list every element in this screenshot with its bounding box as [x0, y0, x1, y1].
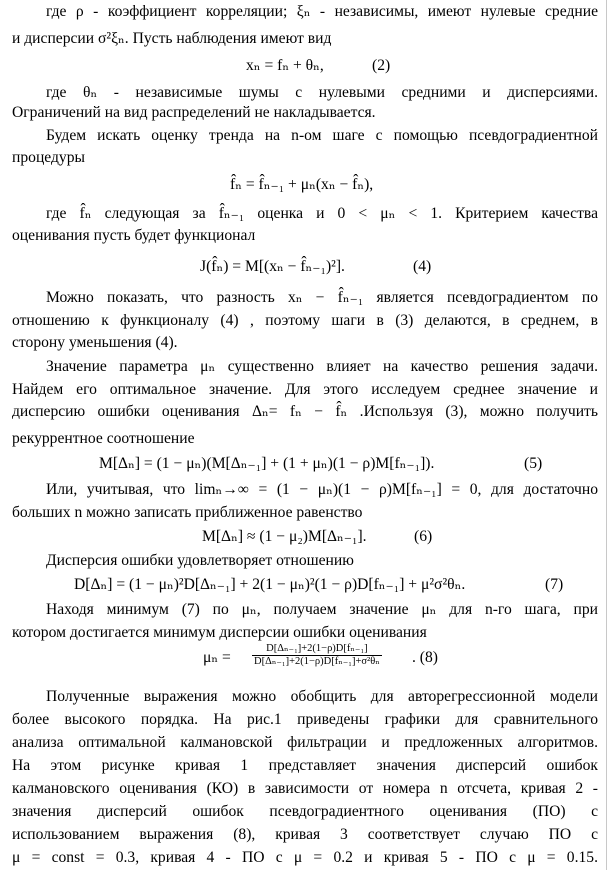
text-line: котором достигается минимум дисперсии ошибки оценивания [12, 624, 427, 641]
fraction-numerator: D[Δₙ₋₁]+2(1−ρ)D[fₙ₋₁] [266, 643, 368, 654]
text-line: где f̂ₙ следующая за f̂ₙ₋₁ оценка и 0 < μₙ < 1. Критерием качества [46, 205, 598, 222]
text-line: Значение параметра μₙ существенно влияет на качество решения задачи. [46, 358, 598, 375]
equation-number: (4) [413, 258, 432, 275]
text-line: рекуррентное соотношение [12, 430, 195, 447]
equation-number: (5) [524, 455, 543, 472]
text-line: использованием выражения (8), кривая 3 соответствует случаю ПО с [12, 826, 598, 843]
text-line: анализа оптимальной калмановской фильтрации и предложенных алгоритмов. [12, 734, 598, 751]
text-line: Полученные выражения можно обобщить для авторегрессионной модели [46, 688, 598, 705]
text-line: калмановского оценивания (КО) в зависимости от номера n отсчета, кривая 2 - [12, 780, 598, 797]
text-line: Находя минимум (7) по μₙ, получаем значение μₙ для n-го шага, при [46, 601, 598, 618]
equation-3: f̂ₙ = f̂ₙ₋₁ + μₙ(xₙ − f̂ₙ), [230, 176, 374, 193]
text-line: оценивания пусть будет функционал [12, 227, 256, 244]
equation-2: xₙ = fₙ + θₙ, [246, 57, 324, 74]
text-line: значения дисперсий ошибок псевдоградиентного оценивания (ПО) с [12, 803, 598, 820]
text-line: процедуры [12, 149, 86, 166]
text-line: Или, учитывая, что limₙ→∞ = (1 − μₙ)(1 − ρ)M[fₙ₋₁] = 0, для достаточно [46, 481, 598, 498]
equation-7: D[Δₙ] = (1 − μₙ)²D[Δₙ₋₁] + 2(1 − μₙ)²(1 − ρ)D[fₙ₋₁] + μ²σ²θₙ. [74, 576, 466, 593]
text-line: отношению к функционалу (4) , поэтому шаги в (3) делаются, в среднем, в [12, 312, 598, 329]
text-line: где θₙ - независимые шумы с нулевыми средними и дисперсиями. [46, 84, 598, 101]
equation-number: (7) [545, 576, 564, 593]
text-line: больших n можно записать приближенное равенство [12, 504, 363, 521]
text-line: На этом рисунке кривая 1 представляет значения дисперсий ошибок [12, 757, 598, 774]
text-line: Будем искать оценку тренда на n-ом шаге с помощью псевдоградиентной [46, 127, 598, 144]
equation-5: M[Δₙ] = (1 − μₙ)(M[Δₙ₋₁] + (1 + μₙ)(1 − ρ)M[fₙ₋₁]). [99, 455, 435, 472]
text-line: более высокого порядка. На рис.1 приведены графики для сравнительного [12, 711, 598, 728]
equation-8-fraction [252, 643, 382, 668]
equation-number: . (8) [412, 649, 438, 666]
text-line: μ = const = 0.3, кривая 4 - ПО с μ = 0.2 и кривая 5 - ПО с μ = 0.15. [12, 849, 598, 866]
text-line: дисперсию ошибки оценивания Δₙ= fₙ − f̂ₙ .Используя (3), можно получить [12, 403, 598, 420]
equation-4: J(f̂ₙ) = M[(xₙ − f̂ₙ₋₁)²]. [200, 258, 345, 275]
text-line: где ρ - коэффициент корреляции; ξₙ - независимы, имеют нулевые средние [46, 3, 598, 20]
equation-6: M[Δₙ] ≈ (1 − μ₂)M[Δₙ₋₁]. [202, 528, 367, 545]
equation-number: (2) [372, 57, 391, 74]
text-line: Дисперсия ошибки удовлетворяет отношению [46, 552, 354, 569]
equation-8-lhs: μₙ = [203, 649, 231, 666]
text-line: Найдем его оптимальное значение. Для этого исследуем среднее значение и [12, 381, 598, 398]
fraction-denominator: D[Δₙ₋₁]+2(1−ρ)D[fₙ₋₁]+σ²θₙ [254, 656, 380, 667]
text-line: Можно показать, что разность xₙ − f̂ₙ₋₁ является псевдоградиентом по [46, 289, 598, 306]
equation-number: (6) [414, 528, 433, 545]
text-line: и дисперсии σ²ξₙ. Пусть наблюдения имеют вид [12, 30, 332, 47]
text-line: Ограничений на вид распределений не накладывается. [12, 104, 376, 121]
text-line: сторону уменьшения (4). [12, 334, 178, 351]
